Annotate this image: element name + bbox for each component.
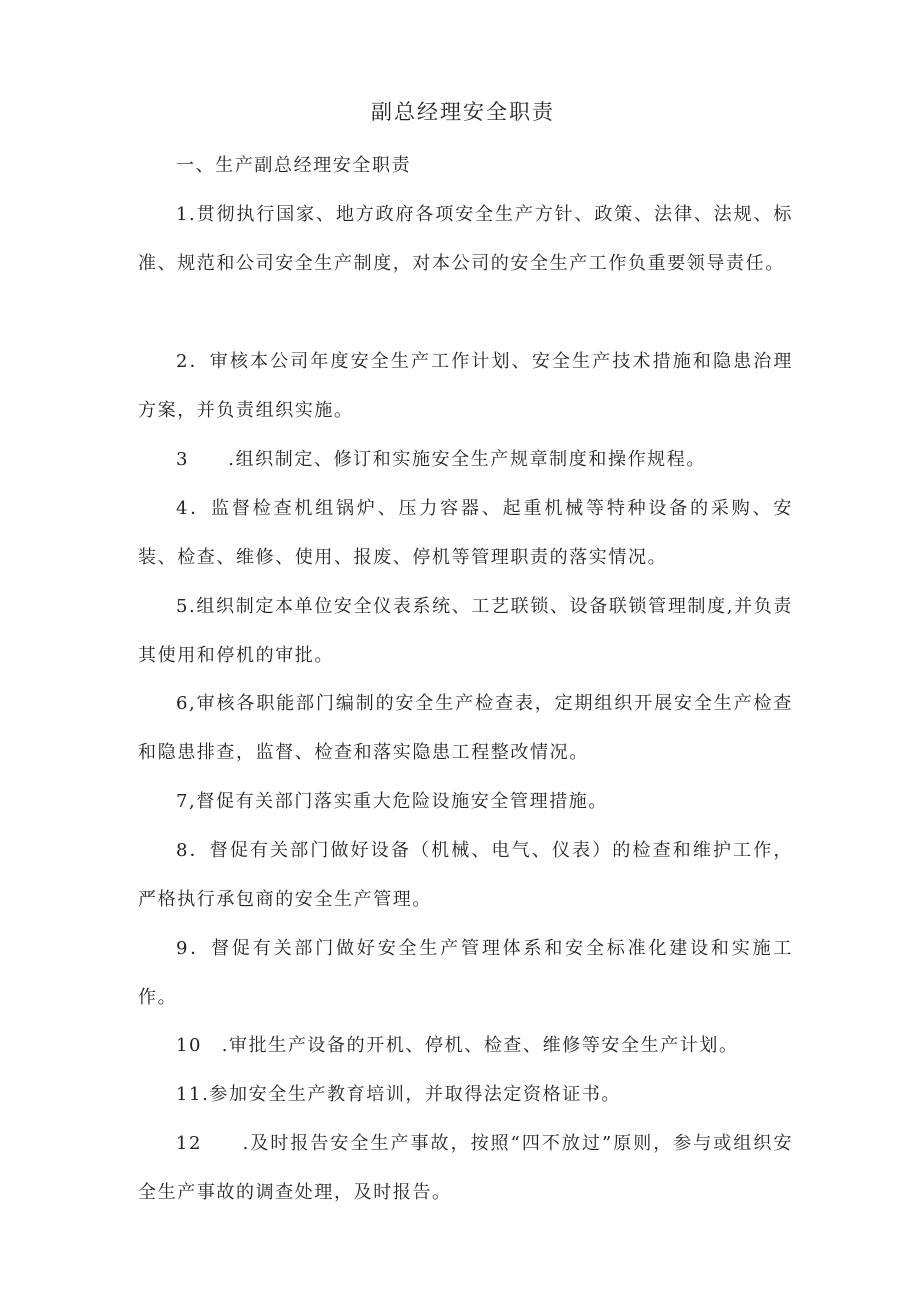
duty-item-1: 1.贯彻执行国家、地方政府各项安全生产方针、政策、法律、法规、标准、规范和公司安全生产制度，对本公司的安全生产工作负重要领导责任。 <box>138 204 793 274</box>
document-title: 副总经理安全职责 <box>371 100 555 124</box>
section-heading: 一、生产副总经理安全职责 <box>176 155 412 176</box>
duty-item-7: 7,督促有关部门落实重大危险设施安全管理措施。 <box>176 791 608 812</box>
duty-item-6: 6,审核各职能部门编制的安全生产检查表，定期组织开展安全生产检查和隐患排查，监督、检查和落实隐患工程整改情况。 <box>138 693 793 763</box>
duty-item-9: 9．督促有关部门做好安全生产管理体系和安全标准化建设和实施工作。 <box>138 938 793 1008</box>
duty-item-11: 11.参加安全生产教育培训，并取得法定资格证书。 <box>176 1084 622 1105</box>
duty-item-4: 4．监督检查机组锅炉、压力容器、起重机械等特种设备的采购、安装、检查、维修、使用、报废、停机等管理职责的落实情况。 <box>138 498 793 568</box>
duty-item-12: 12 .及时报告安全生产事故，按照“四不放过”原则，参与或组织安全生产事故的调查处理，及时报告。 <box>138 1133 793 1203</box>
duty-item-2: 2．审核本公司年度安全生产工作计划、安全生产技术措施和隐患治理方案，并负责组织实施。 <box>138 351 793 421</box>
duty-item-5: 5.组织制定本单位安全仪表系统、工艺联锁、设备联锁管理制度,并负责其使用和停机的审批。 <box>138 596 793 666</box>
duty-item-3: 3 .组织制定、修订和实施安全生产规章制度和操作规程。 <box>176 449 706 470</box>
duty-item-8: 8．督促有关部门做好设备（机械、电气、仪表）的检查和维护工作，严格执行承包商的安全生产管理。 <box>138 840 793 910</box>
duty-item-10: 10 .审批生产设备的开机、停机、检查、维修等安全生产计划。 <box>176 1035 739 1056</box>
